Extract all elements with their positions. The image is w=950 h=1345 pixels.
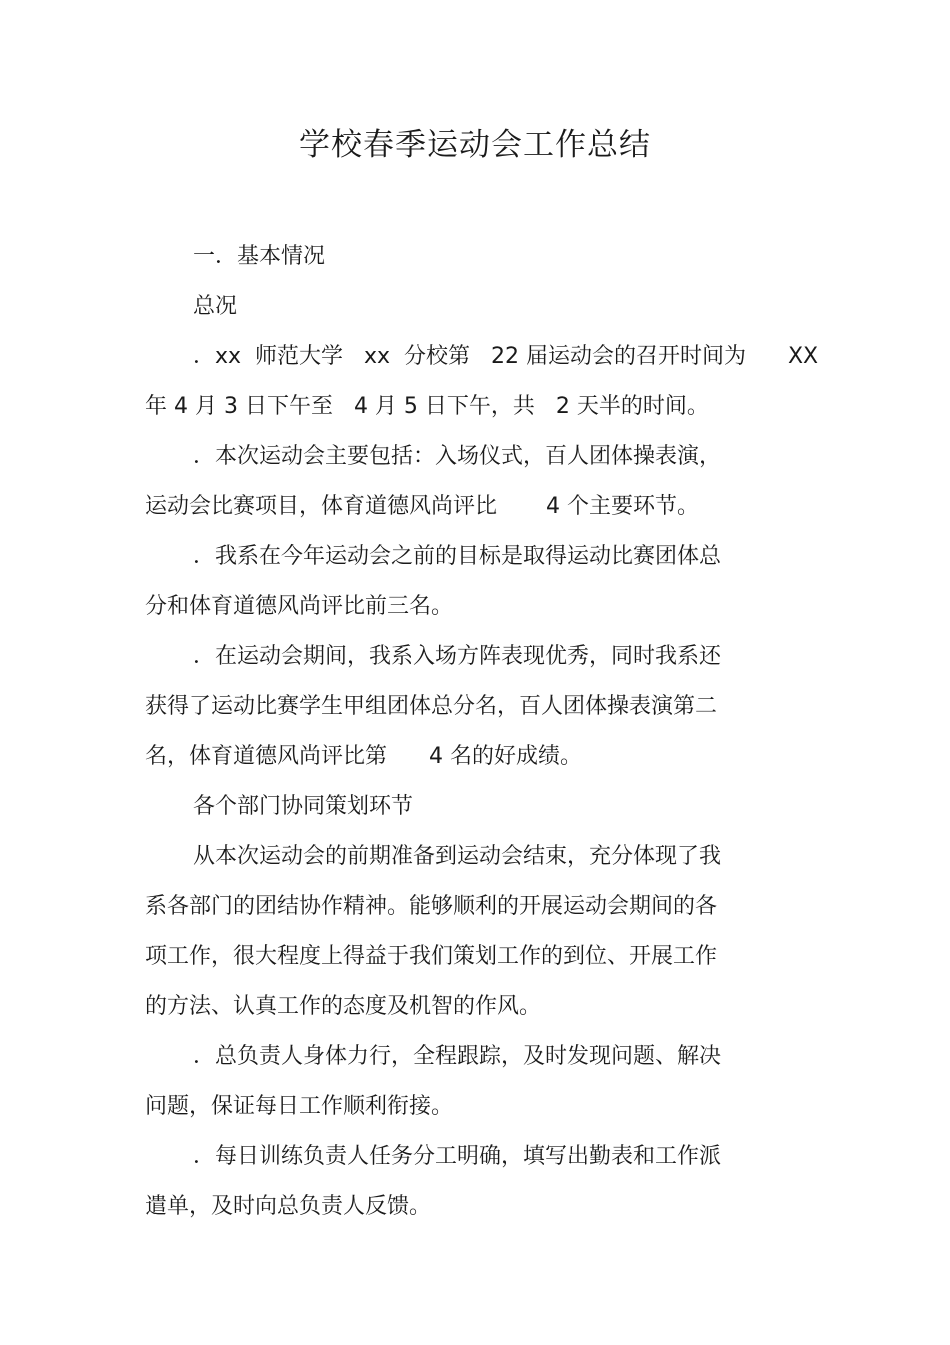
paragraph-line: ．xx 师范大学 xx 分校第 22 届运动会的召开时间为 XX [193, 344, 819, 369]
paragraph-line: ．每日训练负责人任务分工明确，填写出勤表和工作派 [193, 1144, 722, 1169]
subheading-coordination: 各个部门协同策划环节 [193, 794, 414, 819]
paragraph-line: 的方法、认真工作的态度及机智的作风。 [145, 994, 542, 1019]
subheading-overview: 总况 [193, 294, 238, 319]
paragraph-line: 名，体育道德风尚评比第 4 名的好成绩。 [145, 744, 582, 769]
paragraph-line: 分和体育道德风尚评比前三名。 [145, 594, 454, 619]
paragraph-line: ．总负责人身体力行，全程跟踪，及时发现问题、解决 [193, 1044, 722, 1069]
paragraph-line: 运动会比赛项目，体育道德风尚评比 4 个主要环节。 [145, 494, 699, 519]
paragraph-line: ．本次运动会主要包括：入场仪式，百人团体操表演， [193, 444, 722, 469]
document-title: 学校春季运动会工作总结 [299, 127, 651, 163]
paragraph-line: 获得了运动比赛学生甲组团体总分名，百人团体操表演第二 [145, 694, 718, 719]
paragraph-line: ．我系在今年运动会之前的目标是取得运动比赛团体总 [193, 544, 722, 569]
paragraph-line: ．在运动会期间，我系入场方阵表现优秀，同时我系还 [193, 644, 722, 669]
paragraph-line: 问题，保证每日工作顺利衔接。 [145, 1094, 454, 1119]
section-heading-basic: 一．基本情况 [193, 244, 326, 269]
paragraph-line: 遣单，及时向总负责人反馈。 [145, 1194, 432, 1219]
paragraph-line: 从本次运动会的前期准备到运动会结束，充分体现了我 [193, 844, 722, 869]
paragraph-line: 系各部门的团结协作精神。能够顺利的开展运动会期间的各 [145, 894, 718, 919]
paragraph-line: 年 4 月 3 日下午至 4 月 5 日下午，共 2 天半的时间。 [145, 394, 709, 419]
paragraph-line: 项工作，很大程度上得益于我们策划工作的到位、开展工作 [145, 944, 718, 969]
